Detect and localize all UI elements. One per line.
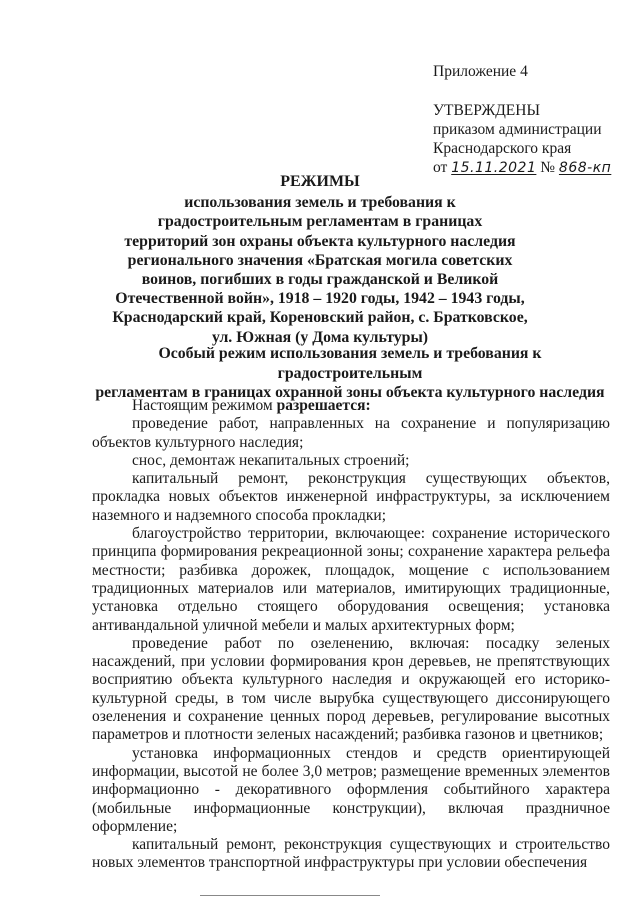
paragraph: проведение работ по озеленению, включая: посадку зеленых насаждений, при условии формирования крон деревьев, не препятствующих восприятию объекта культурного наследия и окружающей его историко-культурной среды, в том числе вырубка существующего диссонирующего озеленения и сохранение ценных пород деревьев, регулирование высотных параметров и плотности зеленых насаждений; разбивка газонов и цветников; — [92, 634, 610, 744]
paragraph: проведение работ, направленных на сохранение и популяризацию объектов культурного наследия; — [92, 415, 610, 451]
document-title — [90, 172, 550, 347]
paragraph: благоустройство территории, включающее: сохранение исторического принципа формирования рекреационной зоны; сохранение характера рельефа местности; разбивка дорожек, площадок, мощение с использованием традиционных материалов или материалов, имитирующих традиционные, установка отдельно стоящего оборудования освещения; установка антивандальной уличной мебели и малых архитектурных форм; — [92, 525, 610, 634]
intro-paragraph — [92, 397, 610, 415]
title-line: воинов, погибших в годы гражданской и Великой — [141, 271, 499, 289]
paragraph: капитальный ремонт, реконструкция существующих и строительство новых элементов транспортной инфраструктуры при условии обеспечения — [92, 836, 610, 872]
title-line: градостроительным регламентам в границах — [157, 213, 483, 231]
title-line: ул. Южная (у Дома культуры) — [211, 328, 429, 346]
paragraph: установка информационных стендов и средств ориентирующей информации, высотой не более 3,0 метров; размещение временных элементов информационно - декоративного оформления событийного характера (мобильные информационные конструкции), включая праздничное оформление; — [92, 744, 610, 835]
order-date: 15.11.2021 — [451, 160, 537, 176]
appendix-label: Приложение 4 — [433, 63, 528, 80]
approved-label: УТВЕРЖДЕНЫ — [433, 102, 540, 119]
intro-text: Настоящим режимом — [132, 397, 277, 414]
title-line: Отечественной войн», 1918 – 1920 годы, 1942 – 1943 годы, — [115, 290, 525, 308]
approval-block — [433, 62, 633, 178]
paragraph: капитальный ремонт, реконструкция существующих объектов, прокладка новых объектов инженерной инфраструктуры, за исключением наземного и надземного способа прокладки; — [92, 470, 610, 524]
title-line: территорий зон охраны объекта культурного наследия — [124, 232, 516, 250]
region-label: Краснодарского края — [433, 140, 572, 157]
section-title-line: Особый режим использования земель и требования к градостроительным — [158, 345, 542, 382]
title-line: использования земель и требования к — [184, 194, 456, 212]
section-title-line: регламентам в границах охранной зоны объекта культурного наследия — [95, 384, 605, 401]
order-number: 868-кп — [558, 160, 612, 176]
section-title — [92, 344, 608, 403]
body-text — [92, 397, 610, 873]
paragraph: снос, демонтаж некапитальных строений; — [132, 451, 410, 469]
title-heading: РЕЖИМЫ — [280, 173, 360, 190]
intro-bold: разрешается: — [276, 397, 371, 414]
order-label: приказом администрации — [433, 121, 602, 138]
date-prefix: от — [433, 159, 448, 176]
number-sign: № — [540, 159, 556, 176]
title-line: регионального значения «Братская могила советских — [127, 251, 513, 269]
title-line: Краснодарский край, Кореновский район, с. Братковское, — [112, 309, 528, 327]
footer-divider — [200, 895, 380, 896]
